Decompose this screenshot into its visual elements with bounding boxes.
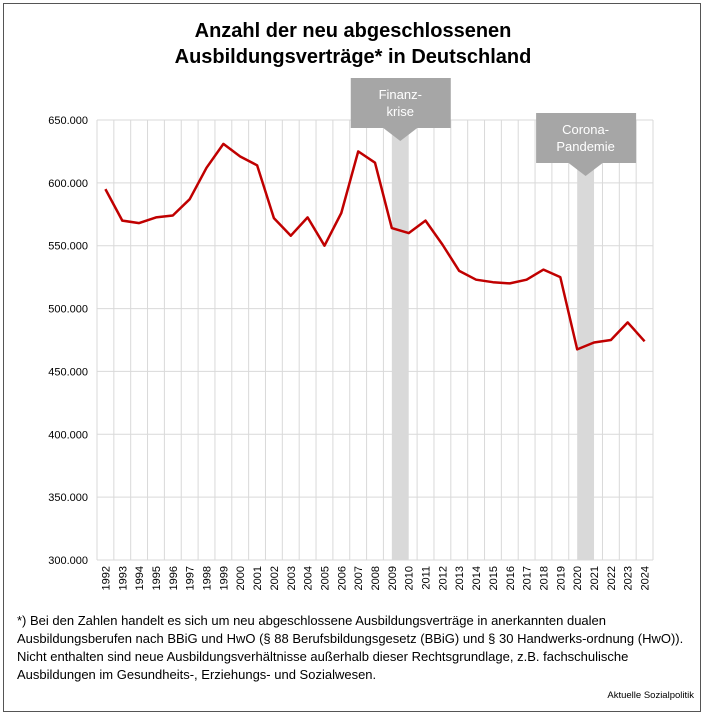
x-tick-label: 1993	[117, 566, 130, 591]
y-tick-label: 350.000	[48, 492, 88, 505]
x-tick-label: 1998	[201, 566, 214, 591]
x-tick-label: 2003	[285, 566, 298, 591]
x-tick-label: 2012	[437, 566, 450, 591]
chart-title-line1: Anzahl der neu abgeschlossenen	[194, 20, 512, 42]
x-tick-label: 2014	[471, 566, 484, 591]
callout-label-line1: Corona-	[562, 122, 610, 137]
x-tick-label: 2018	[538, 566, 551, 591]
x-tick-label: 2019	[555, 566, 568, 591]
y-tick-label: 600.000	[48, 177, 88, 190]
x-tick-label: 2008	[370, 566, 382, 591]
callout-arrow-2	[569, 163, 603, 176]
x-tick-label: 2001	[252, 566, 265, 591]
series-line	[105, 144, 644, 350]
x-tick-label: 1996	[167, 566, 180, 591]
x-tick-label: 2020	[572, 566, 585, 591]
x-tick-label: 2006	[336, 566, 349, 591]
x-tick-label: 2007	[353, 566, 366, 591]
shaded-period-1	[392, 120, 409, 560]
x-tick-label: 2024	[639, 566, 652, 591]
x-tick-label: 2011	[420, 566, 433, 590]
x-tick-label: 2013	[454, 566, 467, 591]
callout-box-2	[536, 113, 636, 163]
x-tick-label: 1997	[184, 566, 197, 591]
callout-arrow-1	[383, 128, 417, 141]
footnote: *) Bei den Zahlen handelt es sich um neu abgeschlossene Ausbildungsverträge in anerkannten dualen Ausbildungsberufen nach BBiG und HwO (§ 88 Berufsbildungsgesetz (BBiG) und § 30 Handwerks-ordnung (HwO)). Nicht enthalten sind neue Ausbildungsverhältnisse außerhalb dieser Rechtsgrundlage, z.B. fachschulische Ausbildungen im Gesundheits-, Erziehungs- und Sozialwesen.	[17, 613, 684, 682]
chart-title-line2: Ausbildungsverträge* in Deutschland	[174, 46, 532, 68]
y-tick-label: 550.000	[48, 240, 88, 253]
y-tick-label: 300.000	[48, 555, 88, 567]
shaded-period-2	[577, 120, 594, 560]
y-tick-label: 450.000	[48, 366, 88, 379]
x-tick-label: 2021	[589, 566, 602, 591]
callout-label-line1: Finanz-	[378, 87, 422, 102]
callout-box-1	[351, 78, 451, 128]
y-tick-label: 400.000	[48, 429, 88, 442]
x-tick-label: 1995	[150, 566, 163, 591]
x-tick-label: 2000	[235, 566, 248, 591]
x-tick-label: 2004	[302, 566, 315, 591]
x-tick-label: 2005	[319, 566, 332, 591]
x-tick-label: 2002	[268, 566, 281, 591]
callout-label-line2: krise	[386, 104, 414, 119]
x-tick-label: 2023	[622, 566, 635, 591]
x-tick-label: 2010	[403, 566, 416, 591]
x-tick-label: 1992	[100, 566, 113, 591]
x-tick-label: 1999	[218, 566, 231, 591]
x-tick-label: 2017	[521, 566, 534, 591]
y-tick-label: 650.000	[48, 115, 88, 127]
source-credit: Aktuelle Sozialpolitik	[607, 690, 694, 701]
x-tick-label: 2009	[386, 566, 399, 591]
x-tick-label: 2015	[487, 566, 500, 591]
x-tick-label: 2016	[504, 566, 517, 591]
x-tick-label: 1994	[134, 566, 147, 591]
callout-label-line2: Pandemie	[556, 139, 615, 154]
x-tick-label: 2022	[605, 566, 618, 591]
y-tick-label: 500.000	[48, 303, 88, 316]
